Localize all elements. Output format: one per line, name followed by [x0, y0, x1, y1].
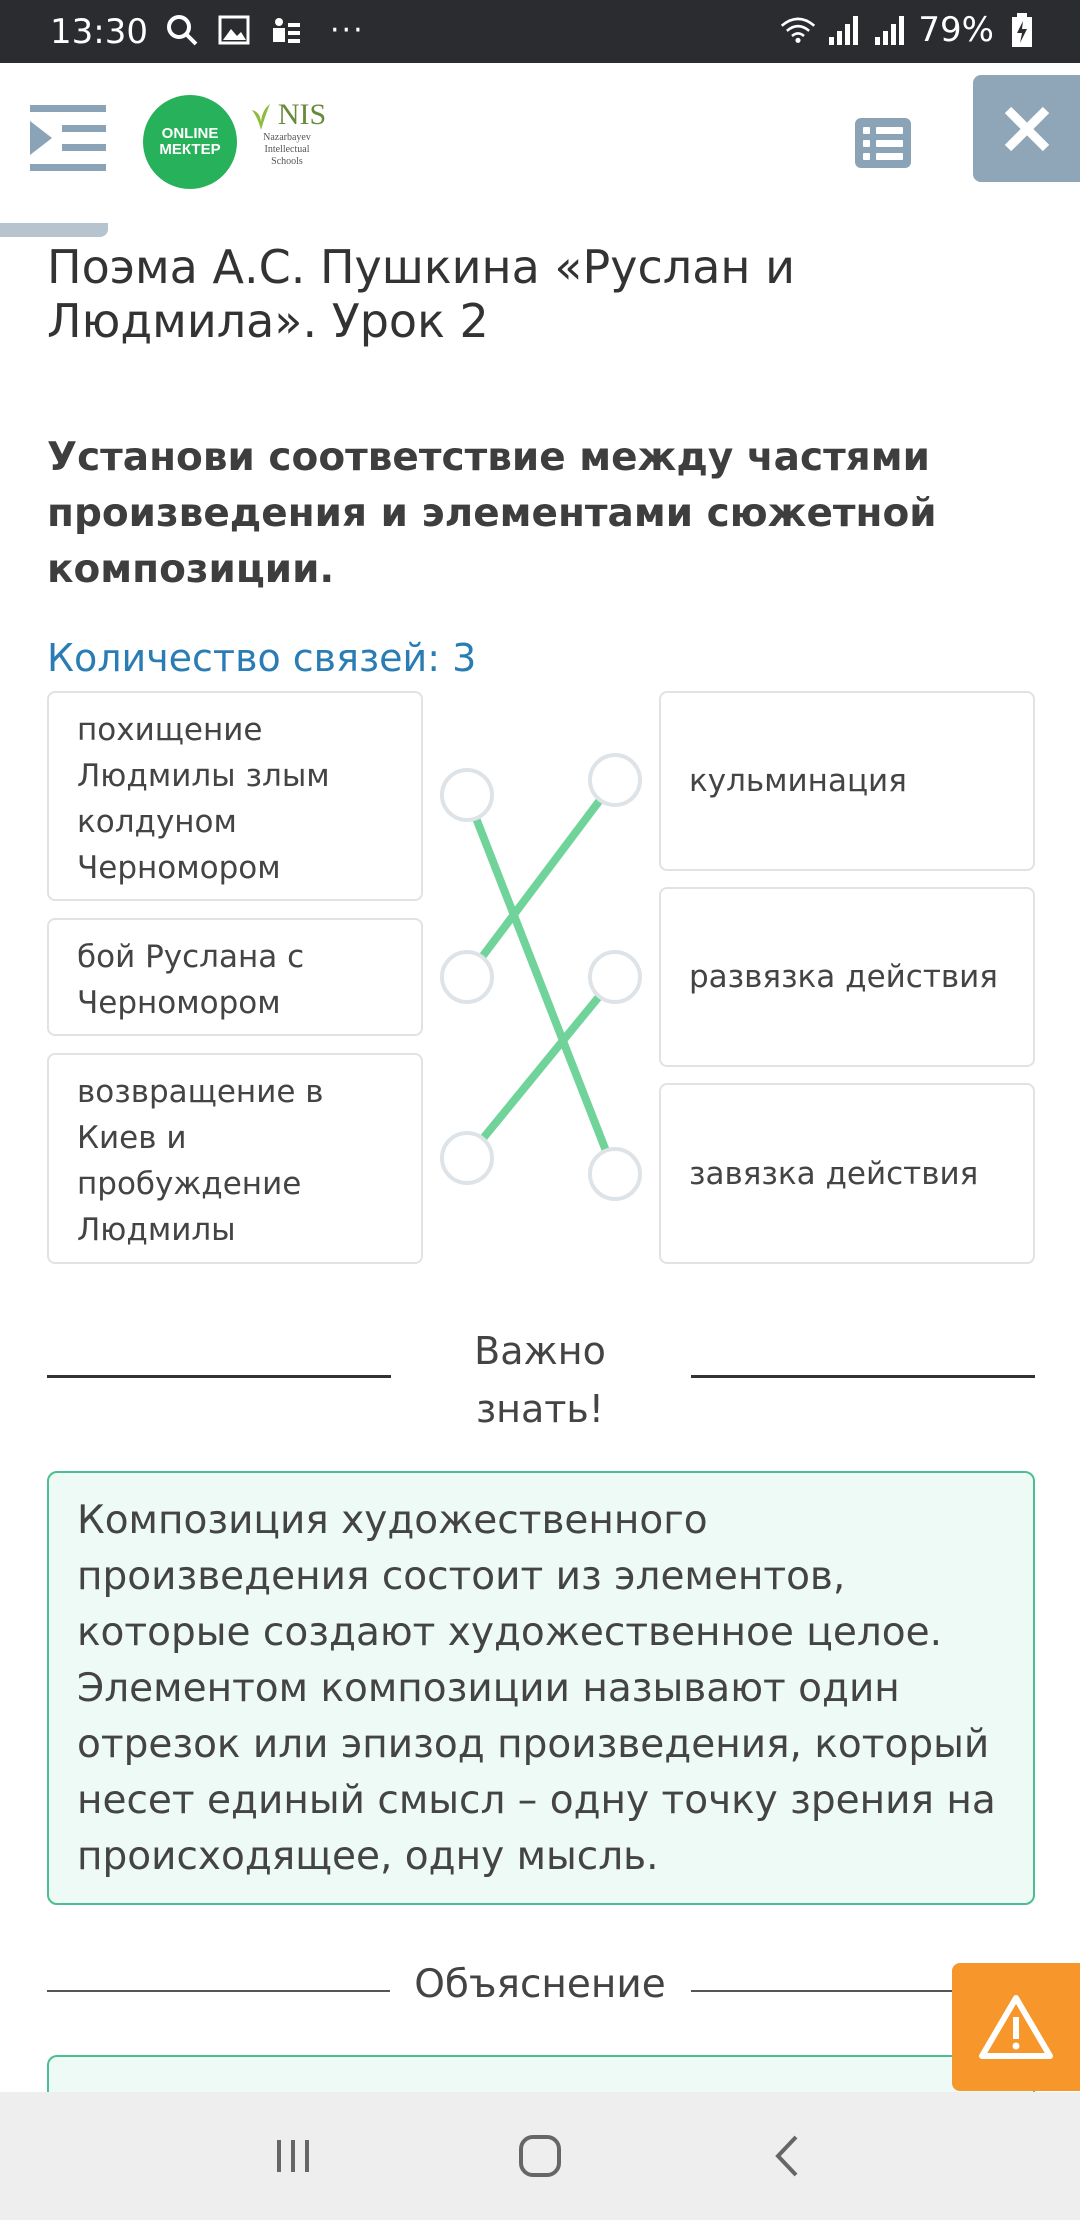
- left-node-1[interactable]: [440, 768, 494, 822]
- online-mektep-logo[interactable]: [143, 95, 237, 189]
- gallery-icon: [216, 12, 252, 48]
- task-question: Установи соответствие между частями произведения и элементами сюжетной композиции.: [47, 435, 937, 592]
- explanation-label: Объяснение: [390, 1962, 690, 2007]
- search-icon: [164, 12, 200, 48]
- nis-leaf-icon: [248, 100, 274, 130]
- left-item-1[interactable]: похищение Людмилы злым колдуном Черномором: [47, 691, 423, 901]
- left-node-3[interactable]: [440, 1131, 494, 1185]
- signal-icon-1: [826, 12, 862, 48]
- right-item-3-label: завязка действия: [689, 1155, 979, 1192]
- connection-line-2[interactable]: [482, 800, 600, 957]
- battery-charging-icon: [1004, 12, 1040, 48]
- important-info-box: Композиция художественного произведения состоит из элементов, которые создают художественное целое. Элементом композиции называют один отрезок или эпизод произведения, который несет единый смысл – одну точку зрения на происходящее, одну мысль.: [47, 1471, 1035, 1905]
- task-list-button[interactable]: [855, 118, 911, 168]
- right-item-3[interactable]: [659, 1083, 1035, 1264]
- explanation-divider-left: [47, 1990, 391, 1992]
- close-icon: [1002, 104, 1052, 154]
- signal-icon-2: [872, 12, 908, 48]
- back-button[interactable]: [747, 2116, 827, 2196]
- nis-mark-text: NIS: [277, 98, 327, 131]
- report-problem-button[interactable]: [952, 1963, 1080, 2091]
- explanation-divider-right: [691, 1990, 956, 1992]
- logo-mektep-text: МЕКТЕР: [159, 141, 221, 158]
- connection-line-1[interactable]: [476, 818, 606, 1150]
- page-title: Поэма А.С. Пушкина «Руслан и Людмила». Урок 2: [47, 240, 795, 348]
- connection-line-3[interactable]: [483, 996, 599, 1138]
- warning-icon: [978, 1993, 1054, 2061]
- wifi-icon: [780, 12, 816, 48]
- home-icon: [517, 2133, 563, 2179]
- status-time: 13:30: [50, 12, 148, 52]
- logo-online-text: ONLINE: [161, 125, 219, 142]
- back-icon: [772, 2133, 802, 2179]
- menu-tab-indicator: [0, 223, 108, 237]
- nis-logo: [242, 98, 332, 188]
- right-item-2-label: развязка действия: [689, 959, 998, 995]
- menu-collapse-icon: [30, 103, 106, 173]
- status-notification-icons: [164, 12, 365, 48]
- right-node-3[interactable]: [588, 1147, 642, 1201]
- left-item-2[interactable]: бой Руслана с Черномором: [47, 918, 423, 1036]
- right-node-2[interactable]: [588, 950, 642, 1004]
- close-button[interactable]: [973, 75, 1080, 182]
- right-item-1-label: кульминация: [689, 763, 907, 799]
- right-node-1[interactable]: [588, 753, 642, 807]
- left-node-2[interactable]: [440, 950, 494, 1004]
- accessibility-icon: [268, 12, 304, 48]
- important-divider-left: [47, 1375, 391, 1378]
- home-button[interactable]: [500, 2116, 580, 2196]
- recent-apps-icon: [273, 2136, 313, 2176]
- right-item-1[interactable]: [659, 691, 1035, 871]
- links-count: Количество связей: 3: [47, 636, 477, 680]
- battery-percent: 79%: [918, 10, 994, 50]
- recent-apps-button[interactable]: [253, 2116, 333, 2196]
- app-header: [0, 63, 1080, 238]
- right-item-2[interactable]: [659, 887, 1035, 1067]
- left-item-3[interactable]: возвращение в Киев и пробуждение Людмилы: [47, 1053, 423, 1264]
- system-nav-bar: [0, 2092, 1080, 2220]
- important-label: Важно знать!: [474, 1329, 606, 1431]
- nis-sub-line2: Intellectual: [264, 144, 310, 155]
- status-system-icons: [780, 10, 1040, 50]
- menu-toggle-button[interactable]: [30, 103, 106, 173]
- more-notifications-icon: ···: [330, 12, 365, 48]
- status-bar: [0, 0, 1080, 63]
- important-divider-right: [691, 1375, 1035, 1378]
- nis-sub-line3: Schools: [271, 156, 303, 167]
- nis-sub-line1: Nazarbayev: [263, 132, 311, 143]
